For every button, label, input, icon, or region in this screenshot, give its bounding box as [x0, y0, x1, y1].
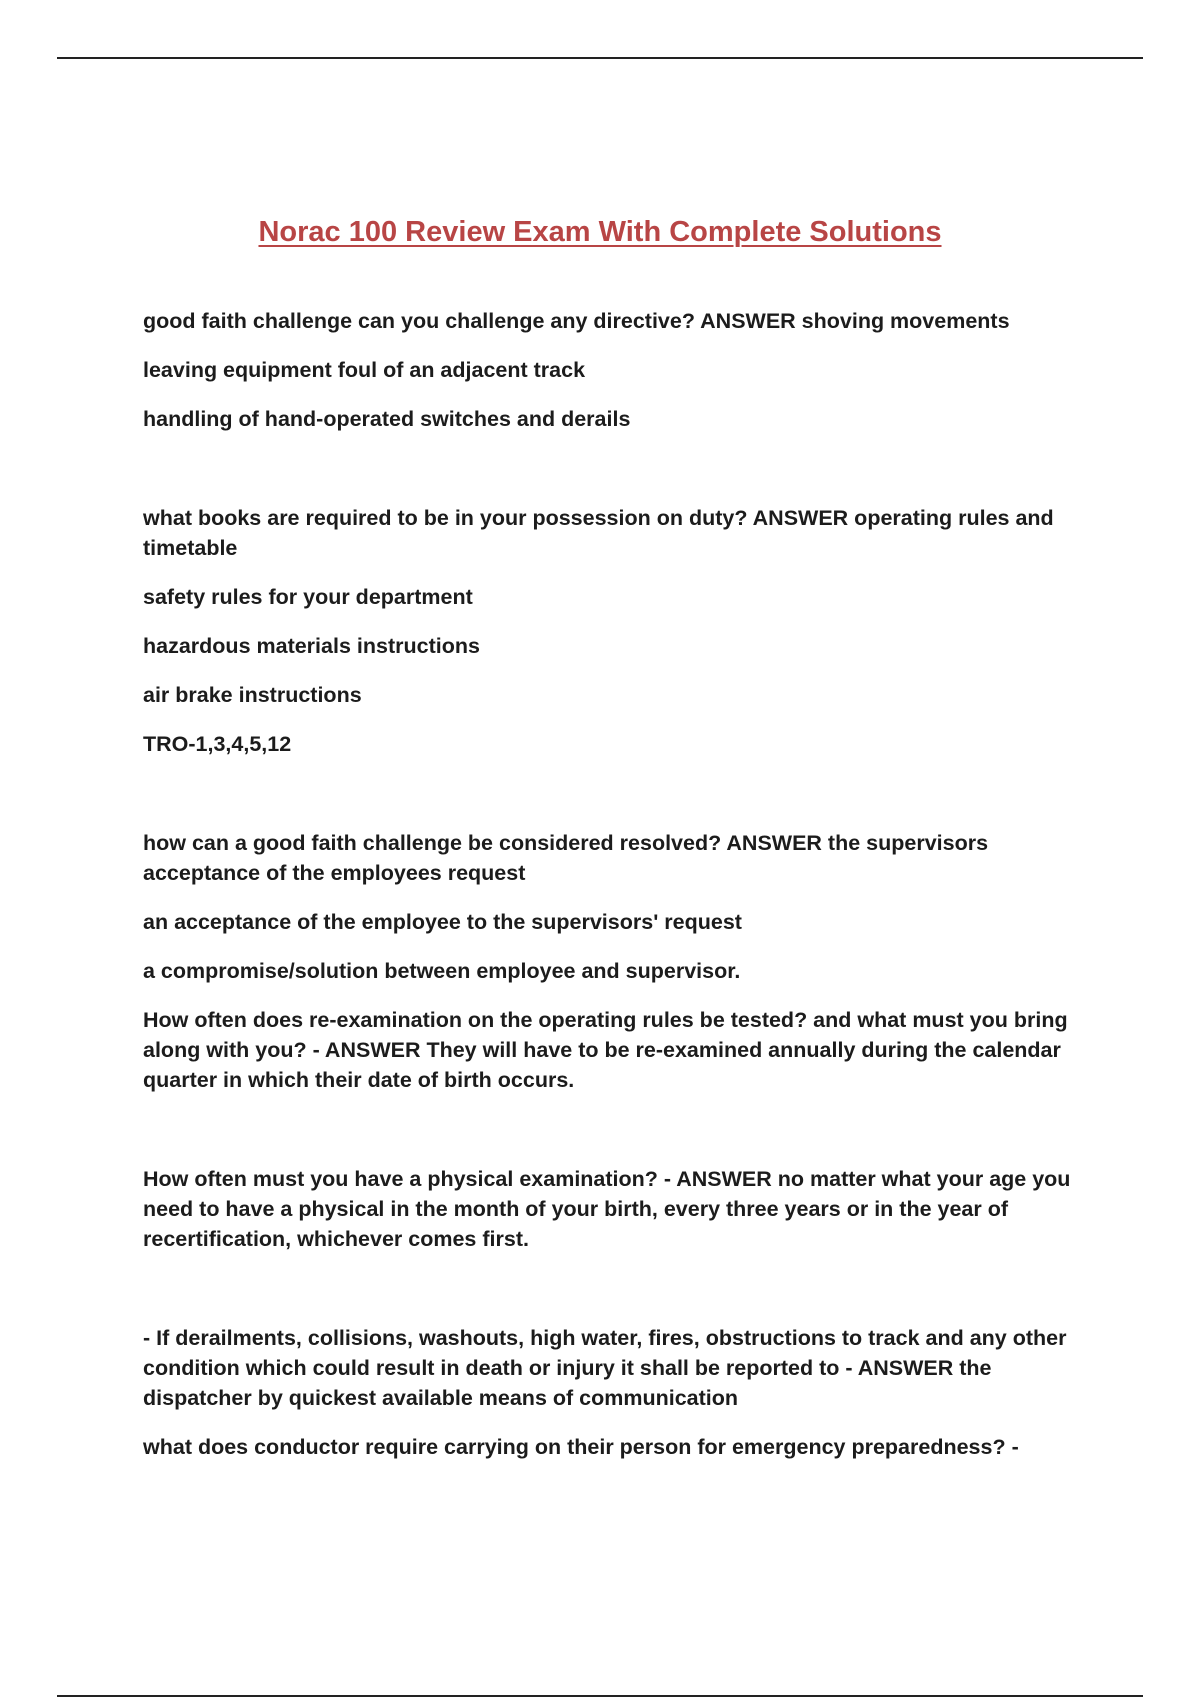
qa-block — [143, 306, 1103, 434]
text-line: How often does re-examination on the operating rules be tested? and what must you bring along with you? - ANSWER They will have to be re-examined annually during the calendar quarter in which their date of birth occurs. — [143, 1008, 1068, 1092]
text-line: good faith challenge can you challenge any directive? ANSWER shoving movements — [143, 309, 1010, 333]
text-line: hazardous materials instructions — [143, 634, 480, 658]
qa-block — [143, 503, 1103, 759]
text-line: a compromise/solution between employee and supervisor. — [143, 959, 741, 983]
text-line: what does conductor require carrying on their person for emergency preparedness? - — [143, 1435, 1019, 1459]
text-line: - If derailments, collisions, washouts, high water, fires, obstructions to track and any other condition which could result in death or injury it shall be reported to - ANSWER the dispatcher by quickest available means of communication — [143, 1326, 1067, 1410]
qa-block — [143, 828, 1103, 1095]
block-spacer — [143, 453, 1103, 503]
text-line: How often must you have a physical examination? - ANSWER no matter what your age you need to have a physical in the month of your birth, every three years or in the year of recertification, whichever comes first. — [143, 1167, 1071, 1251]
text-line: safety rules for your department — [143, 585, 473, 609]
block-spacer — [143, 778, 1103, 828]
text-line: air brake instructions — [143, 683, 362, 707]
qa-block — [143, 1323, 1103, 1462]
document-body — [143, 306, 1103, 1481]
qa-block — [143, 1164, 1103, 1254]
text-line: TRO-1,3,4,5,12 — [143, 732, 292, 756]
top-rule — [57, 57, 1143, 59]
block-spacer — [143, 1114, 1103, 1164]
text-line: how can a good faith challenge be considered resolved? ANSWER the supervisors acceptance of the employees request — [143, 831, 989, 885]
document-title: Norac 100 Review Exam With Complete Solutions — [258, 216, 942, 249]
text-line: handling of hand-operated switches and derails — [143, 407, 631, 431]
block-spacer — [143, 1273, 1103, 1323]
text-line: an acceptance of the employee to the supervisors' request — [143, 910, 742, 934]
bottom-rule — [57, 1695, 1143, 1697]
text-line: what books are required to be in your possession on duty? ANSWER operating rules and timetable — [143, 506, 1054, 560]
text-line: leaving equipment foul of an adjacent track — [143, 358, 586, 382]
